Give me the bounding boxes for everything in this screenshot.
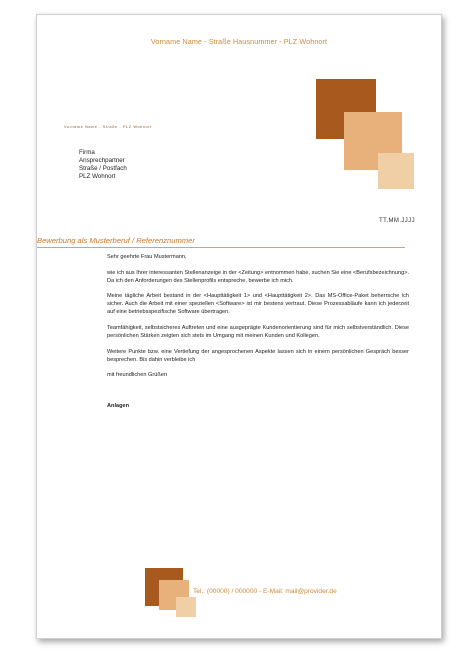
body-paragraph: Teamfähigkeit, selbstsicheres Auftreten und eine ausgeprägte Kundenorientierung sind für mich selbstverständlich. Diese persönlichen Stärken zeigten sich stets im Umgang mit meinen Kunden und Kollegen. bbox=[107, 325, 409, 340]
recipient-company: Firma bbox=[79, 149, 95, 156]
letter-date: TT.MM.JJJJ bbox=[379, 218, 415, 224]
recipient-street: Straße / Postfach bbox=[79, 165, 127, 172]
decor-square-light bbox=[378, 153, 414, 189]
letter-subject: Bewerbung als Musterberuf / Referenznummer bbox=[37, 236, 195, 245]
sender-header: Vorname Name - Straße Hausnummer - PLZ Wohnort bbox=[150, 37, 328, 46]
body-paragraph: Meine tägliche Arbeit bestand in der <Haupttätigkeit 1> und <Haupttätigkeit 2>. Das MS-Office-Paket beherrsche ich sicher. Auch die Arbeit mit einer speziellen <Software> ist mir bestens vertraut. Diese Prozessabläufe kann ich jederzeit auf eine betriebsspezifische Software übertragen. bbox=[107, 293, 409, 316]
letter-page bbox=[36, 14, 442, 639]
salutation: Sehr geehrte Frau Mustermann, bbox=[107, 254, 187, 260]
sender-return-line: Vorname Name - Straße - PLZ Wohnort bbox=[64, 125, 152, 129]
recipient-address bbox=[79, 149, 127, 181]
recipient-city: PLZ Wohnort bbox=[79, 173, 116, 180]
attachments-label: Anlagen bbox=[107, 402, 130, 409]
body-paragraph: wie ich aus Ihrer interessanten Stellenanzeige in der <Zeitung> entnommen habe, suchen Sie eine <Berufsbezeichnung>. Da ich den Anforderungen des Stellenprofils entspreche, bewerbe ich mich. bbox=[107, 269, 409, 284]
footer-contact: Tel.: (00000) / 000000 - E-Mail: mail@provider.de bbox=[193, 588, 337, 595]
letter-body bbox=[107, 253, 409, 417]
body-paragraph: Weitere Punkte bzw. eine Vertiefung der angesprochenen Aspekte lassen sich in einem persönlichen Gespräch besser besprechen. Bis dahin verbleibe ich bbox=[107, 348, 409, 363]
closing: mit freundlichen Grüßen bbox=[107, 372, 168, 379]
footer-square-light bbox=[176, 597, 196, 617]
subject-divider bbox=[37, 247, 405, 248]
recipient-contact: Ansprechpartner bbox=[79, 157, 125, 164]
